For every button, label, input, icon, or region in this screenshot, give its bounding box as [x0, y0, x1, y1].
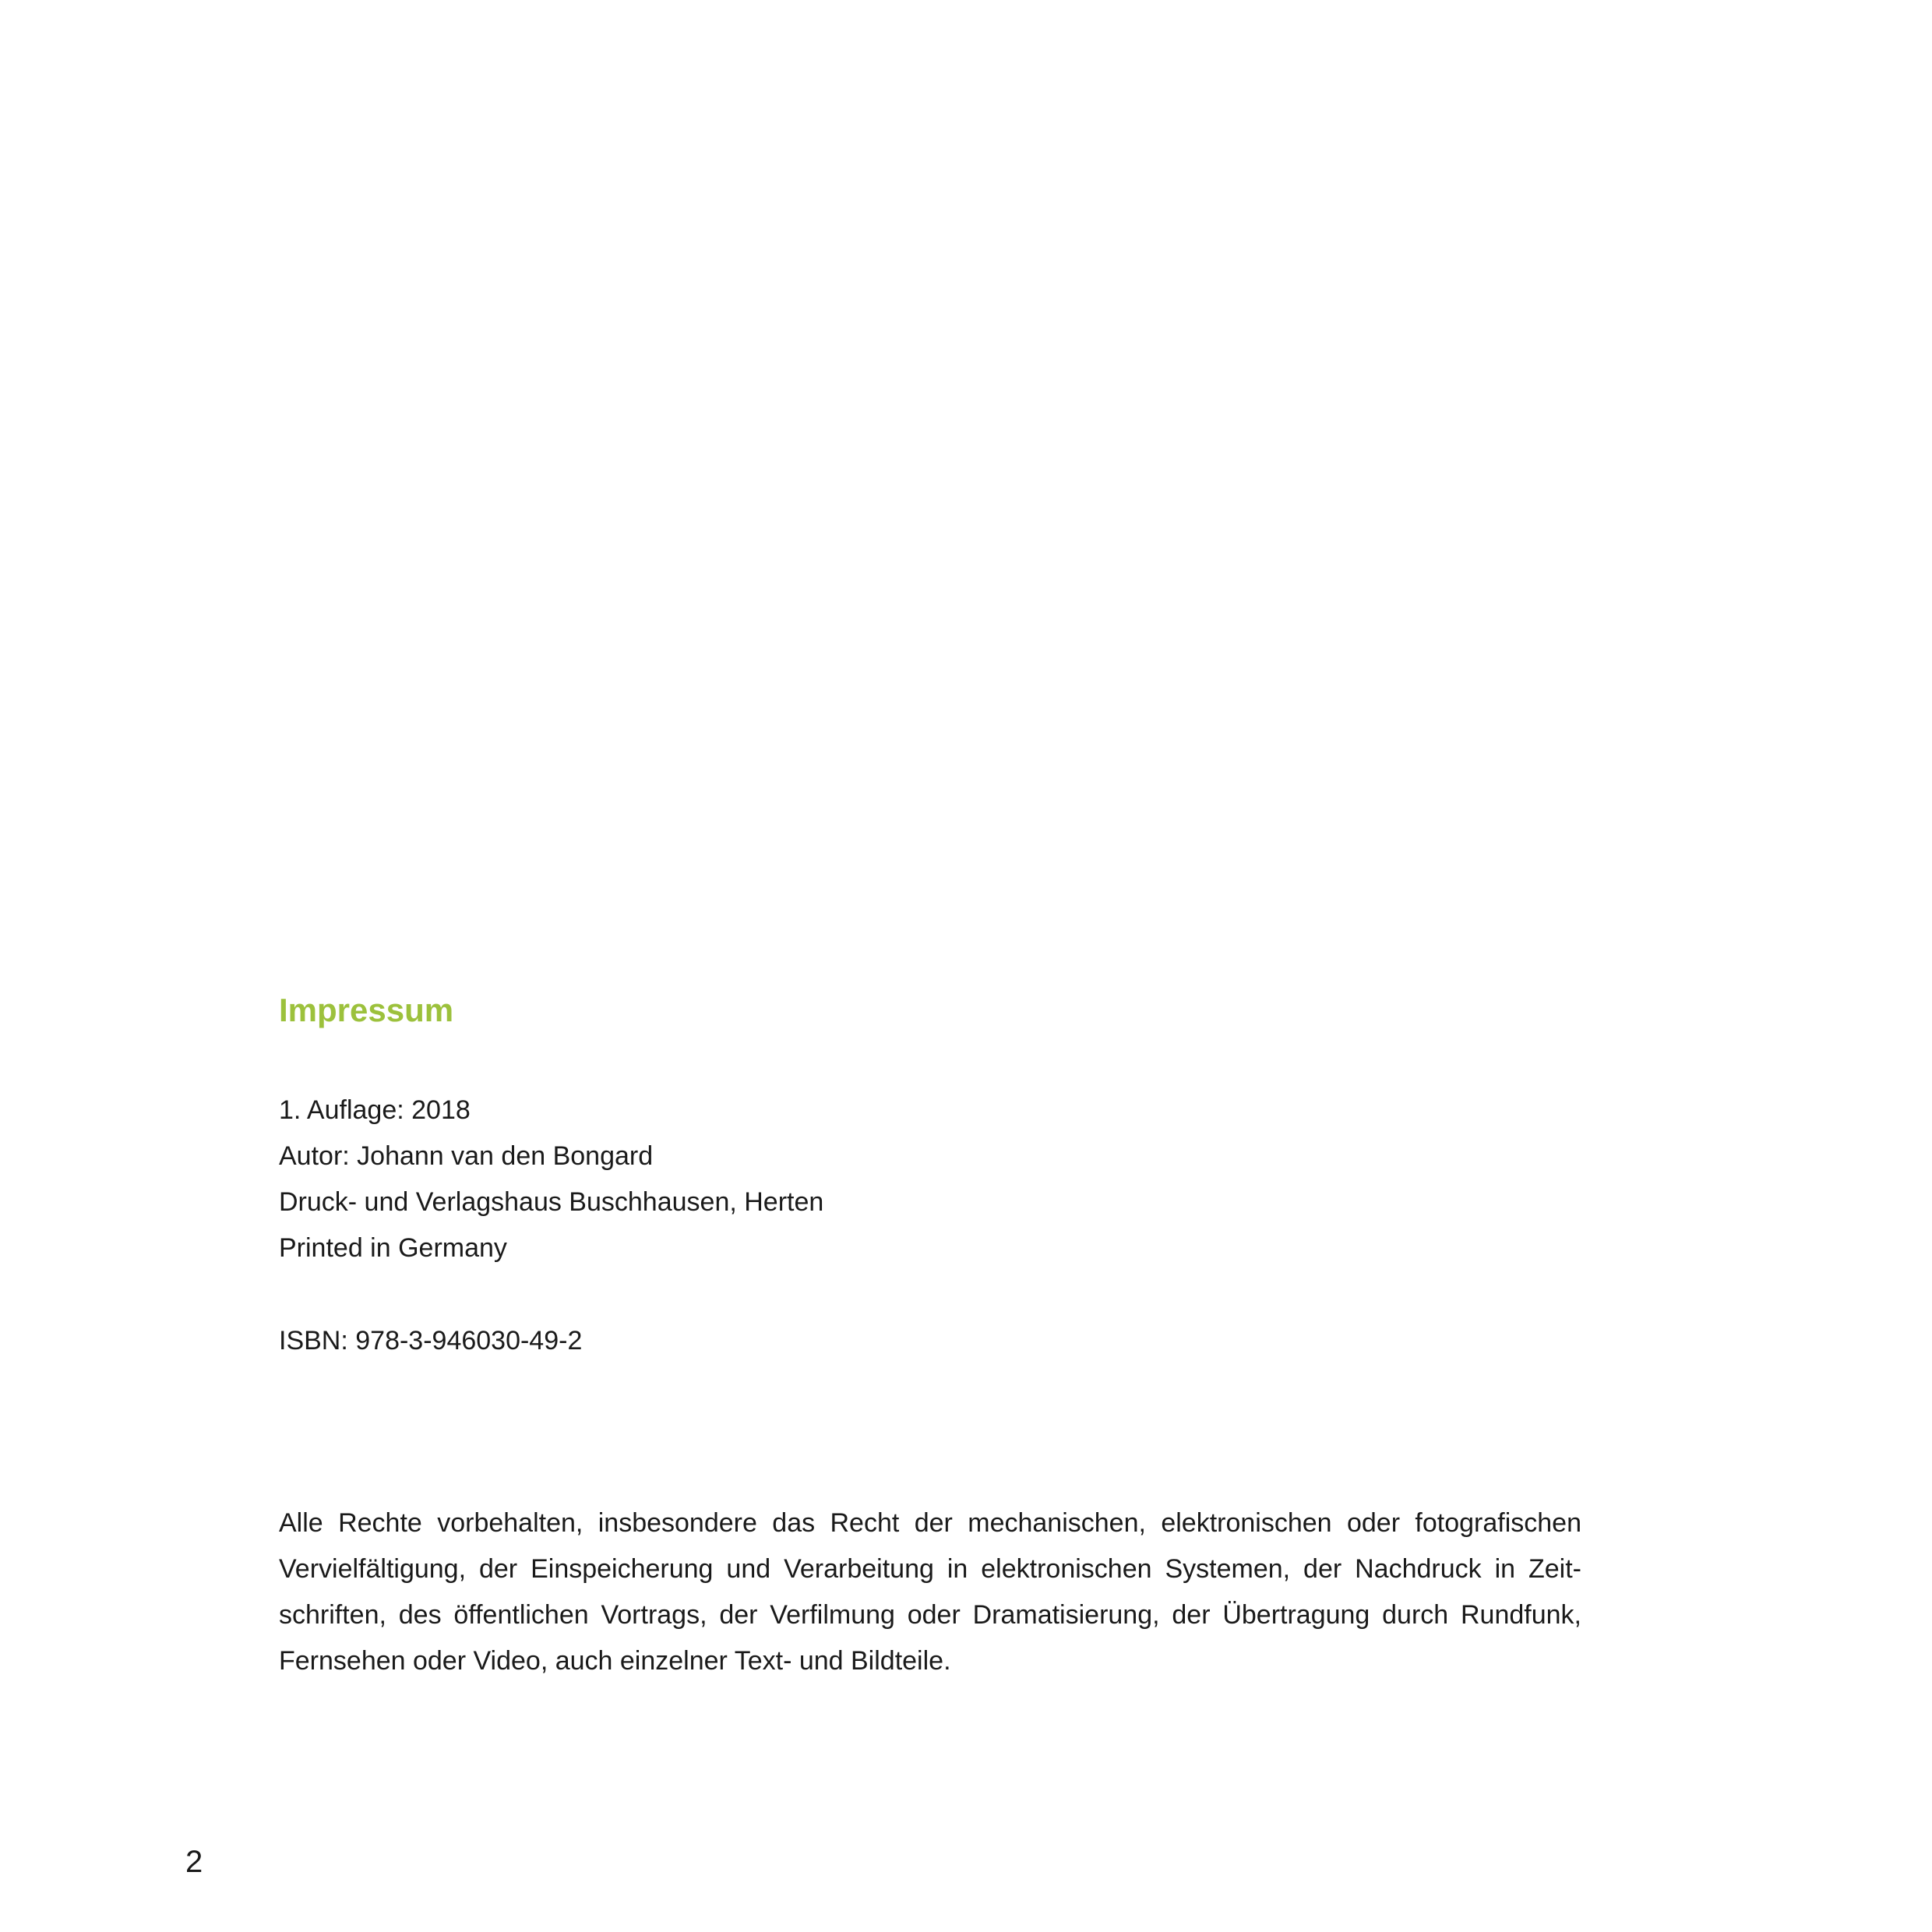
- isbn-line: ISBN: 978-3-946030-49-2: [279, 1326, 583, 1356]
- rights-line: Fernsehen oder Video, auch einzelner Text- und Bildteile.: [279, 1646, 951, 1676]
- rights-line: Vervielfältigung, der Einspeicherung und Verarbeitung in elektronischen Systemen, der Nachdruck in Zeit-: [279, 1554, 1581, 1584]
- page-number: 2: [185, 1845, 203, 1879]
- printed-in-line: Printed in Germany: [279, 1233, 507, 1263]
- rights-line: schriften, des öffentlichen Vortrags, der Verfilmung oder Dramatisierung, der Übertragung durch Rundfunk,: [279, 1600, 1581, 1630]
- rights-line: Alle Rechte vorbehalten, insbesondere das Recht der mechanischen, elektronischen oder fotografischen: [279, 1508, 1581, 1538]
- author-line: Autor: Johann van den Bongard: [279, 1141, 654, 1171]
- edition-line: 1. Auflage: 2018: [279, 1095, 471, 1125]
- publisher-line: Druck- und Verlagshaus Buschhausen, Herten: [279, 1187, 824, 1217]
- imprint-details: [279, 1088, 823, 1271]
- impressum-heading: Impressum: [279, 992, 454, 1028]
- rights-notice: [279, 1500, 1581, 1684]
